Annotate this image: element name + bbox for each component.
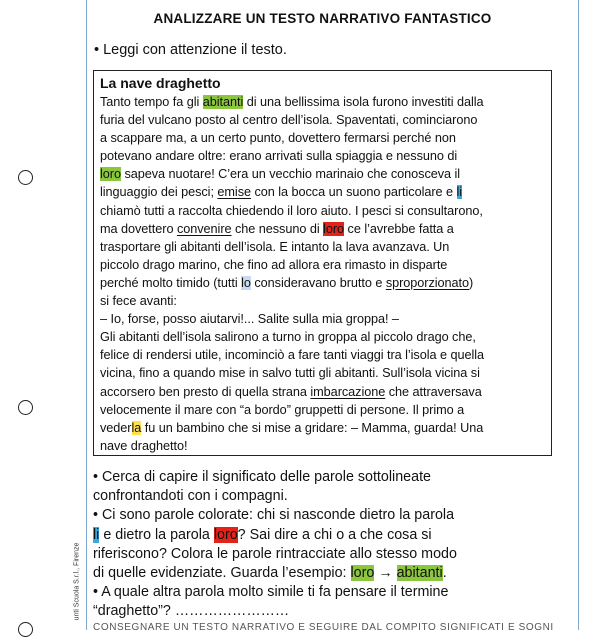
- story-line: [100, 183, 545, 201]
- question-line: [93, 526, 563, 545]
- text-segment: linguaggio dei pesci;: [100, 185, 218, 200]
- side-note-text: unti Scuola S.r.l., Firenze: [73, 542, 81, 621]
- highlighted-word: loro: [350, 564, 375, 581]
- text-segment: ce l’avrebbe fatta a: [344, 221, 454, 236]
- text-segment: si fece avanti:: [100, 294, 177, 309]
- underlined-word: imbarcazione: [310, 384, 386, 399]
- story-line: [100, 346, 545, 364]
- question-line: [93, 487, 563, 506]
- story-text: [100, 93, 545, 455]
- story-line: [100, 256, 545, 274]
- page-title: ANALIZZARE UN TESTO NARRATIVO FANTASTICO: [153, 11, 492, 26]
- highlighted-word: loro: [323, 221, 345, 236]
- story-line: [100, 310, 545, 328]
- question-line: [93, 506, 563, 525]
- highlighted-word: lo: [241, 275, 251, 290]
- story-box: [93, 70, 552, 456]
- underlined-word: sproporzionato: [385, 275, 470, 290]
- story-line: [100, 437, 545, 455]
- left-page-border: [86, 0, 87, 630]
- binder-hole-top: [18, 170, 33, 185]
- story-line: [100, 111, 545, 129]
- text-segment: “draghetto”? ……………………: [93, 603, 290, 620]
- text-segment: e dietro la parola: [99, 526, 214, 543]
- story-line: [100, 274, 545, 292]
- highlighted-word: la: [131, 420, 142, 435]
- story-line: [100, 364, 545, 382]
- text-segment: • A quale altra parola molto simile ti fa pensare il termine: [93, 584, 449, 601]
- text-segment: ): [469, 275, 474, 290]
- binder-hole-middle: [18, 400, 33, 415]
- question-line: [93, 545, 563, 564]
- text-segment: felice di rendersi utile, incominciò a fare tanti viaggi tra l’isola e quella: [100, 348, 485, 363]
- text-segment: ? Sai dire a chi o a che cosa si: [237, 526, 432, 543]
- text-segment: trasportare gli abitanti dell’isola. E intanto la lava avanzava. Un: [100, 239, 450, 254]
- text-segment: vicina, fino a quando mise in salvo tutti gli abitanti. Sull’isola vicina si: [100, 366, 480, 381]
- story-line: [100, 238, 545, 256]
- story-line: [100, 401, 545, 419]
- text-segment: di una bellissima isola furono investiti dalla: [243, 95, 484, 109]
- story-line: [100, 129, 545, 147]
- story-title: La nave draghetto: [100, 75, 221, 91]
- highlighted-word: abitanti: [202, 95, 244, 109]
- underlined-word: emise: [217, 185, 251, 200]
- text-segment: • Ci sono parole colorate: chi si nasconde dietro la parola: [93, 507, 455, 524]
- text-segment: .: [442, 564, 447, 581]
- text-segment: che attraversava: [385, 384, 482, 399]
- question-line: [93, 564, 563, 583]
- text-segment: riferiscono? Colora le parole rintracciate allo stesso modo: [93, 545, 457, 562]
- text-segment: con la bocca un suono particolare e: [251, 185, 457, 200]
- story-line: [100, 328, 545, 346]
- text-segment: →: [374, 564, 397, 581]
- text-segment: veder: [100, 420, 132, 435]
- text-segment: confrontandoti con i compagni.: [93, 488, 288, 505]
- text-segment: – Io, forse, posso aiutarvi!... Salite sulla mia groppa! –: [100, 312, 399, 327]
- copyright-side-note: [70, 540, 82, 630]
- highlighted-word: li: [456, 185, 463, 200]
- right-page-border: [578, 0, 579, 630]
- story-line: [100, 93, 545, 111]
- text-segment: piccolo drago marino, che fino ad allora era rimasto in disparte: [100, 257, 448, 272]
- text-segment: • Cerca di capire il significato delle parole sottolineate: [93, 469, 431, 485]
- text-segment: sapeva nuotare! C’era un vecchio marinaio che conosceva il: [120, 167, 461, 182]
- text-segment: fu un bambino che si mise a gridare: – Mamma, guarda! Una: [141, 420, 484, 435]
- story-line: [100, 292, 545, 310]
- question-line: [93, 583, 563, 602]
- instruction-read-text: • Leggi con attenzione il testo.: [94, 42, 287, 58]
- questions-section: [93, 468, 563, 622]
- text-segment: accorsero ben presto di quella strana: [100, 384, 311, 399]
- highlighted-word: loro: [213, 526, 238, 543]
- highlighted-word: loro: [100, 167, 121, 182]
- text-segment: ma dovettero: [100, 221, 177, 236]
- question-line: [93, 602, 563, 621]
- text-segment: Tanto tempo fa gli: [100, 95, 203, 109]
- story-line: [100, 147, 545, 165]
- text-segment: a scappare ma, a un certo punto, dovettero fermarsi perché non: [100, 131, 456, 146]
- text-segment: Gli abitanti dell’isola salirono a turno in groppa al piccolo drago che,: [100, 330, 476, 345]
- highlighted-word: li: [93, 526, 100, 543]
- bottom-cut-text: CONSEGNARE UN TESTO NARRATIVO E SEGUIRE DAL COMPITO SIGNIFICATI E SOGNI: [93, 622, 554, 633]
- text-segment: che nessuno di: [231, 221, 324, 236]
- underlined-word: convenire: [176, 221, 232, 236]
- text-segment: velocemente il mare con “a bordo” gruppetti di persone. Il primo a: [100, 402, 465, 417]
- story-line: [100, 202, 545, 220]
- highlighted-word: abitanti: [396, 564, 443, 581]
- text-segment: consideravano brutto e: [250, 275, 386, 290]
- story-line: [100, 419, 545, 437]
- text-segment: furia del vulcano posto al centro dell’isola. Spaventati, cominciarono: [100, 113, 478, 128]
- text-segment: potevano andare oltre: erano arrivati sulla spiaggia e nessuno di: [100, 149, 458, 164]
- question-line: [93, 468, 563, 487]
- story-line: [100, 220, 545, 238]
- text-segment: di quelle evidenziate. Guarda l’esempio:: [93, 564, 351, 581]
- text-segment: perché molto timido (tutti: [100, 275, 242, 290]
- text-segment: chiamò tutti a raccolta chiedendo il loro aiuto. I pesci si consultarono,: [100, 203, 483, 218]
- text-segment: nave draghetto!: [100, 438, 188, 453]
- story-line: [100, 165, 545, 183]
- story-line: [100, 383, 545, 401]
